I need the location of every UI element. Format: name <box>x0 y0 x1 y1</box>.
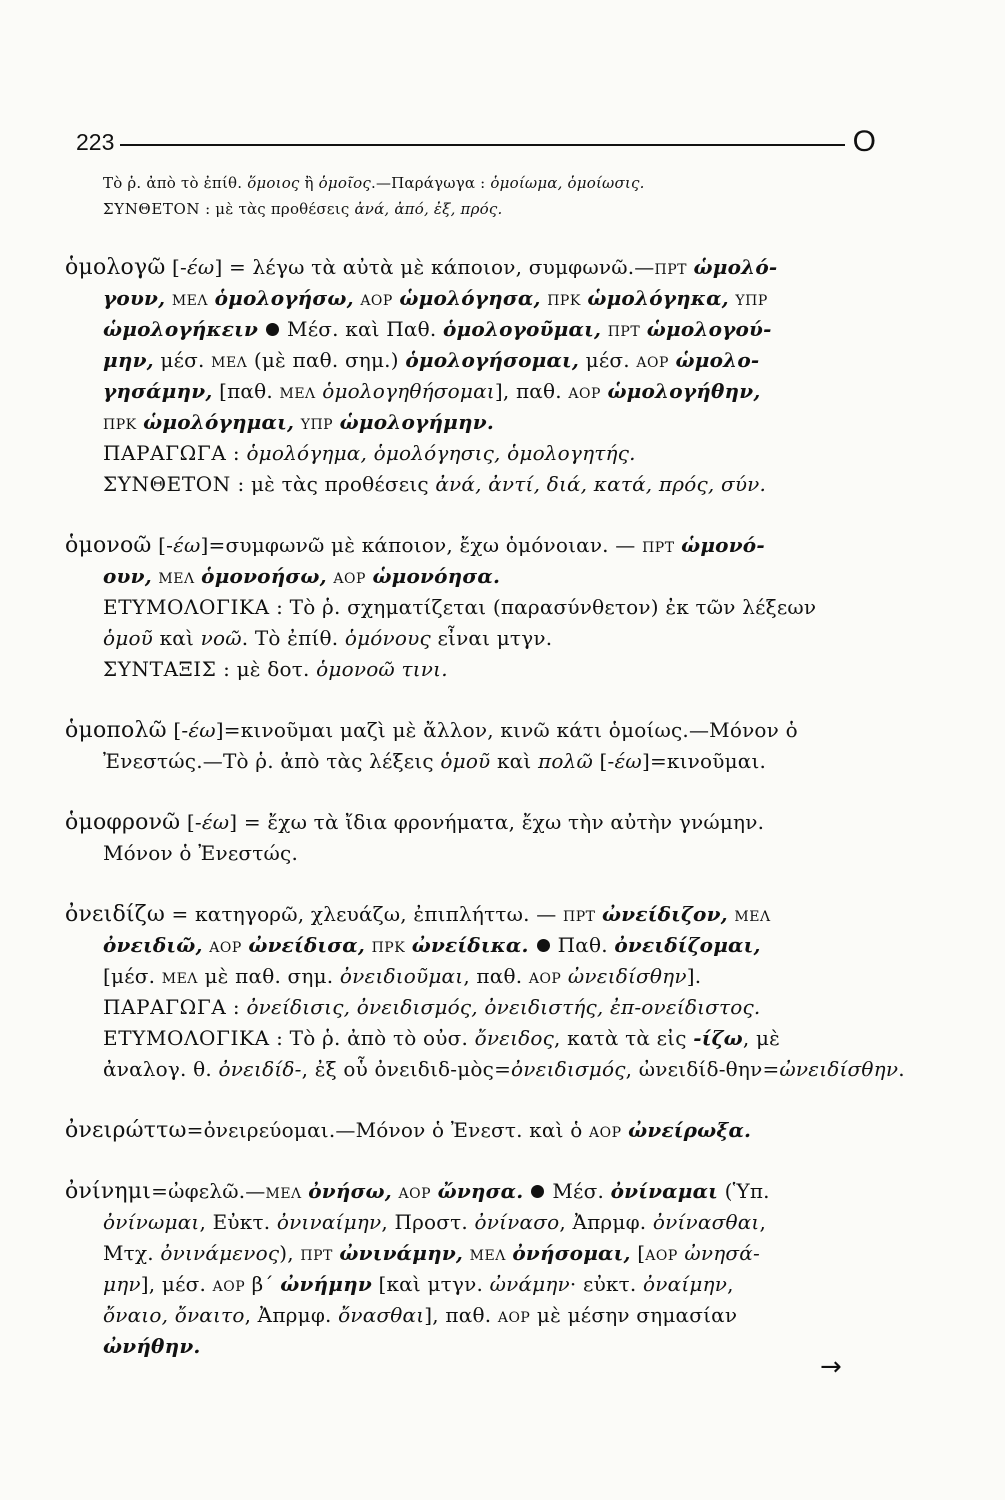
tense-abbreviation: ΜΕΛ <box>158 571 195 587</box>
text-run: ]=κινοῦμαι μαζὶ μὲ ἄλλον, κινῶ κάτι ὁμοίως.—Μόνον ὁ <box>215 718 798 742</box>
tense-abbreviation: ΑΟΡ <box>209 940 242 956</box>
continuation-arrow-icon: → <box>820 1352 842 1382</box>
italic-form: ὀνειδιοῦμαι <box>339 964 464 988</box>
text-run: : <box>226 995 247 1019</box>
inflected-form: ὡμονό- <box>681 533 765 557</box>
text-run: [- <box>151 533 174 557</box>
text-run: : Τὸ ῥ. ἀπὸ τὸ οὐσ. <box>269 1026 475 1050</box>
text-run: Παθ. <box>557 933 615 957</box>
text-run: [μέσ. <box>103 964 162 988</box>
inflected-form: ὀνήσομαι, <box>512 1241 631 1265</box>
italic-form: ὠνειδίσθην <box>779 1057 899 1081</box>
text-run: [- <box>165 255 187 279</box>
entry-line <box>103 746 868 777</box>
entry-line <box>103 623 868 654</box>
dictionary-entry <box>65 715 868 777</box>
entry-line <box>103 592 868 623</box>
inflected-form: -ίζω <box>693 1026 743 1050</box>
text-run: εἶναι μτγν. <box>430 626 553 650</box>
bullet-icon <box>531 1185 544 1198</box>
italic-form: ὀνιναίμην <box>276 1210 382 1234</box>
lemma: ὁμοπολῶ <box>65 718 167 743</box>
dictionary-entry <box>65 1115 868 1146</box>
dictionary-entries <box>65 170 905 1362</box>
inflected-form: ὀνειδίζομαι, <box>614 933 761 957</box>
text-run: , παθ. <box>463 964 529 988</box>
dictionary-entry <box>65 530 868 685</box>
italic-form: ὀνίνωμαι <box>103 1210 200 1234</box>
entry-line <box>103 838 868 869</box>
text-run: ] = ἔχω τὰ ἴδια φρονήματα, ἔχω τὴν αὐτὴν γνώμην. <box>229 810 765 834</box>
italic-form: έω <box>188 718 216 742</box>
section-label: ΠΑΡΑΓΩΓΑ <box>103 995 227 1019</box>
italic-form: ὁμολόγημα, ὁμολόγησις, ὁμολογητής. <box>246 441 636 465</box>
tense-abbreviation: ΑΟΡ <box>589 1125 622 1141</box>
section-label: ΣΥΝΘΕΤΟΝ <box>103 472 231 496</box>
italic-form: ὁμολογηθήσομαι <box>322 379 495 403</box>
text-run: [παθ. <box>212 379 280 403</box>
tense-abbreviation: ΑΟΡ <box>398 1186 432 1202</box>
dictionary-entry <box>65 899 905 1085</box>
page-number: 223 <box>76 128 115 155</box>
text-run: ] = λέγω τὰ αὐτὰ μὲ κάποιον, συμφωνῶ.— <box>214 255 655 279</box>
text-run: [- <box>592 749 615 773</box>
inflected-form: ὡμονόησα. <box>372 564 501 588</box>
tense-abbreviation: ΑΟΡ <box>636 355 669 371</box>
dictionary-entry <box>65 252 868 500</box>
lemma: ὁμονοῶ <box>65 533 152 558</box>
italic-form: ὅμοιος <box>247 174 300 192</box>
section-label: ΕΤΥΜΟΛΟΓΙΚΑ <box>103 595 270 619</box>
text-run: , ἐξ οὗ ὀνειδιδ-μὸς= <box>301 1057 512 1081</box>
italic-form: ὀνείδισις, ὀνειδισμός, ὀνειδιστής, ἐπ-ονείδιστος. <box>246 995 761 1019</box>
tense-abbreviation: ΑΟΡ <box>528 971 562 987</box>
italic-form: ἀνά, ἀντί, διά, κατά, πρός, σύν. <box>435 472 767 496</box>
section-letter: Ο <box>852 125 876 158</box>
entry-line <box>103 1269 868 1300</box>
entry-line <box>103 1054 905 1085</box>
text-run: =ὠφελῶ.— <box>151 1179 266 1203</box>
italic-form: μην <box>103 1272 141 1296</box>
tense-abbreviation: ΠΡΤ <box>563 909 596 925</box>
text-run: ], παθ. <box>494 379 569 403</box>
tense-abbreviation: ΑΟΡ <box>497 1310 531 1326</box>
inflected-form: ὁμολογήσω, <box>214 286 354 310</box>
tense-abbreviation: ΜΕΛ <box>279 386 316 402</box>
italic-form: ὠνάμην <box>489 1272 570 1296</box>
inflected-form: ὠνείρωξα. <box>628 1118 752 1142</box>
text-run: : μὲ τὰς προθέσεις <box>230 472 436 496</box>
italic-form: ὁμόνους <box>344 626 431 650</box>
bullet-icon <box>266 323 279 336</box>
tense-abbreviation: ΠΡΚ <box>103 417 137 433</box>
text-run: , <box>759 1210 767 1234</box>
tense-abbreviation: ΜΕΛ <box>734 909 771 925</box>
italic-form: πολῶ <box>537 749 593 773</box>
inflected-form: ὀνίναμαι <box>610 1179 719 1203</box>
text-run: [καὶ μτγν. <box>371 1272 490 1296</box>
italic-form: ὄναιο, ὄναιτο <box>103 1303 245 1327</box>
inflected-form: ὠνήμην <box>280 1272 372 1296</box>
italic-form: ὀνίνασθαι <box>652 1210 760 1234</box>
italic-form: ὄνασθαι <box>338 1303 425 1327</box>
text-run: =ὀνειρεύομαι.—Μόνον ὁ Ἐνεστ. καὶ ὁ <box>186 1118 590 1142</box>
text-run: = κατηγορῶ, χλευάζω, ἐπιπλήττω. — <box>164 902 563 926</box>
inflected-form: ὁμονοήσω, <box>201 564 327 588</box>
inflected-form: γουν, <box>103 286 166 310</box>
entry-line <box>103 654 868 685</box>
entry-line <box>103 170 868 196</box>
text-run: Μόνον ὁ Ἐνεστώς. <box>103 841 298 865</box>
entry-line <box>103 438 868 469</box>
text-run: [ <box>630 1241 646 1265</box>
text-run: · εὐκτ. <box>569 1272 644 1296</box>
entry-line <box>103 1331 868 1362</box>
italic-form: ὀνειδίδ- <box>218 1057 302 1081</box>
inflected-form: ὀνήσω, <box>308 1179 392 1203</box>
entry-line <box>103 930 868 961</box>
entry-line <box>103 992 868 1023</box>
text-run: ], μέσ. <box>140 1272 213 1296</box>
entry-line <box>103 407 868 438</box>
text-run: μὲ μέσην σημασίαν <box>530 1303 738 1327</box>
italic-form: ὀναίμην <box>643 1272 728 1296</box>
tense-abbreviation: ΠΡΤ <box>607 324 641 340</box>
tense-abbreviation: ΜΕΛ <box>161 971 198 987</box>
text-run: , κατὰ τὰ εἰς <box>554 1026 694 1050</box>
tense-abbreviation: ΑΟΡ <box>212 1279 246 1295</box>
inflected-form: ὀνειδιῶ, <box>103 933 203 957</box>
inflected-form: ὡμολογού- <box>646 317 772 341</box>
text-run: , <box>727 1272 734 1296</box>
italic-form: ὁμοῖος <box>318 174 371 192</box>
italic-form: ὀνίνασο <box>474 1210 560 1234</box>
entry-line <box>103 283 868 314</box>
text-run: .—Παράγωγα : <box>370 174 491 192</box>
italic-form: ὠνησά- <box>684 1241 760 1265</box>
entry-line <box>103 345 868 376</box>
text-run: , μὲ <box>742 1026 781 1050</box>
text-run: μὲ παθ. σημ. <box>197 964 340 988</box>
entry-line <box>103 1207 868 1238</box>
text-run: ἀναλογ. θ. <box>103 1057 219 1081</box>
italic-form: νοῶ <box>200 626 242 650</box>
inflected-form: ὁμολογήσομαι, <box>405 348 580 372</box>
entry-line <box>103 1300 868 1331</box>
inflected-form: ὡμολογήθην, <box>607 379 761 403</box>
italic-form: ὁμονοῶ τινι. <box>316 657 448 681</box>
entry-line <box>103 961 868 992</box>
dictionary-entry <box>65 1176 868 1362</box>
tense-abbreviation: ΜΕΛ <box>469 1248 506 1264</box>
text-run: : Τὸ ῥ. σχηματίζεται (παρασύνθετον) ἐκ τῶν λέξεων <box>269 595 817 619</box>
text-run: (Ὑπ. <box>718 1179 770 1203</box>
lemma: ὀνειδίζω <box>65 902 165 927</box>
entry-line <box>103 314 868 345</box>
italic-form: έω <box>187 255 215 279</box>
text-run: καὶ <box>490 749 538 773</box>
tense-abbreviation: ΠΡΤ <box>654 262 687 278</box>
inflected-form: γησάμην, <box>103 379 213 403</box>
text-run: , Εὐκτ. <box>199 1210 277 1234</box>
tense-abbreviation: ΑΟΡ <box>568 386 601 402</box>
bullet-icon <box>537 939 550 952</box>
entry-headline <box>65 1115 868 1146</box>
inflected-form: ὡμολόγημαι, <box>143 410 295 434</box>
section-label: ΕΤΥΜΟΛΟΓΙΚΑ <box>103 1026 270 1050</box>
text-run: ἢ <box>299 174 319 192</box>
tense-abbreviation: ΜΕΛ <box>211 355 248 371</box>
tense-abbreviation: ΑΟΡ <box>360 293 393 309</box>
entry-line <box>103 376 868 407</box>
inflected-form: ὡμολογήμην. <box>339 410 495 434</box>
inflected-form: ὁμολογοῦμαι, <box>442 317 602 341</box>
lemma: ὁμοφρονῶ <box>65 810 181 835</box>
entry-headline <box>65 252 868 283</box>
italic-form: ὀνινάμενος <box>160 1241 280 1265</box>
entry-line <box>103 196 868 222</box>
italic-form: ὄνειδος <box>474 1026 555 1050</box>
inflected-form: ὠνινάμην, <box>339 1241 464 1265</box>
tense-abbreviation: ΠΡΤ <box>300 1248 333 1264</box>
text-run: . <box>898 1057 905 1081</box>
inflected-form: ουν, <box>103 564 152 588</box>
dictionary-entry <box>65 807 868 869</box>
text-run: β΄ <box>245 1272 281 1296</box>
text-run: : μὲ τὰς προθέσεις <box>200 200 355 218</box>
italic-form: έω <box>614 749 642 773</box>
text-run: [- <box>180 810 202 834</box>
text-run: Ἐνεστώς.—Τὸ ῥ. ἀπὸ τὰς λέξεις <box>103 749 441 773</box>
tense-abbreviation: ΠΡΚ <box>371 940 406 956</box>
inflected-form: ὠνείδισα, <box>248 933 366 957</box>
text-run: ), <box>279 1241 301 1265</box>
text-run: Μέσ. <box>552 1179 611 1203</box>
text-run: ]. <box>686 964 702 988</box>
section-label: ΠΑΡΑΓΩΓΑ <box>103 441 227 465</box>
entry-line <box>103 561 868 592</box>
lemma: ὁμολογῶ <box>65 255 166 280</box>
inflected-form: ὡμολόγησα, <box>399 286 541 310</box>
entry-headline <box>65 899 868 930</box>
tense-abbreviation: ΥΠΡ <box>300 417 334 433</box>
entry-headline <box>65 530 868 561</box>
text-run: , ὠνειδίδ-θην= <box>625 1057 780 1081</box>
header-rule <box>120 144 844 146</box>
page-header <box>76 122 876 162</box>
italic-form: ἀνά, ἀπό, ἐξ, πρός. <box>354 200 503 218</box>
text-run: [- <box>166 718 189 742</box>
entry-headline <box>65 1176 868 1207</box>
text-run: , Προστ. <box>381 1210 475 1234</box>
entry-line <box>103 469 868 500</box>
tense-abbreviation: ΜΕΛ <box>171 293 208 309</box>
text-run: , Ἀπρμφ. <box>559 1210 653 1234</box>
text-run: : <box>226 441 247 465</box>
text-run: Μτχ. <box>103 1241 161 1265</box>
section-label: ΣΥΝΘΕΤΟΝ <box>103 200 201 218</box>
inflected-form: ὤνησα. <box>437 1179 524 1203</box>
inflected-form: ὠνήθην. <box>103 1334 201 1358</box>
italic-form: ὀνειδισμός <box>511 1057 626 1081</box>
italic-form: έω <box>173 533 201 557</box>
text-run: Μέσ. καὶ Παθ. <box>287 317 443 341</box>
italic-form: ὠνειδίσθην <box>567 964 687 988</box>
italic-form: έω <box>201 810 230 834</box>
inflected-form: μην, <box>103 348 154 372</box>
entry-headline <box>65 807 868 838</box>
text-run: : μὲ δοτ. <box>216 657 317 681</box>
italic-form: ὁμοῦ <box>103 626 154 650</box>
inflected-form: ὡμολόγηκα, <box>587 286 729 310</box>
inflected-form: ὠνείδικα. <box>411 933 529 957</box>
text-run: ], παθ. <box>424 1303 498 1327</box>
text-run: . Τὸ ἐπίθ. <box>241 626 345 650</box>
tense-abbreviation: ΥΠΡ <box>735 293 768 309</box>
tense-abbreviation: ΑΟΡ <box>333 571 366 587</box>
text-run: καὶ <box>153 626 201 650</box>
text-run: μέσ. <box>579 348 637 372</box>
entry-line <box>103 1023 868 1054</box>
text-run: ]=συμφωνῶ μὲ κάποιον, ἔχω ὁμόνοιαν. — <box>200 533 643 557</box>
tense-abbreviation: ΑΟΡ <box>645 1248 678 1264</box>
inflected-form: ὠνείδιζον, <box>602 902 728 926</box>
italic-form: ὁμοῦ <box>440 749 491 773</box>
section-label: ΣΥΝΤΑΞΙΣ <box>103 657 217 681</box>
tense-abbreviation: ΠΡΤ <box>642 540 675 556</box>
entry-headline <box>65 715 868 746</box>
italic-form: ὁμοίωμα, ὁμοίωσις. <box>490 174 645 192</box>
text-run: Τὸ ῥ. ἀπὸ τὸ ἐπίθ. <box>103 174 248 192</box>
lemma: ὀνειρώττω <box>65 1118 187 1143</box>
inflected-form: ὡμολογήκειν <box>103 317 259 341</box>
inflected-form: ὡμολο- <box>675 348 760 372</box>
text-run: , Ἀπρμφ. <box>244 1303 339 1327</box>
text-run: ]=κινοῦμαι. <box>641 749 767 773</box>
text-run: μέσ. <box>153 348 212 372</box>
dictionary-entry <box>103 170 868 222</box>
tense-abbreviation: ΠΡΚ <box>547 293 581 309</box>
text-run: (μὲ παθ. σημ.) <box>247 348 406 372</box>
tense-abbreviation: ΜΕΛ <box>265 1186 302 1202</box>
lemma: ὀνίνημι <box>65 1179 152 1204</box>
entry-line <box>103 1238 868 1269</box>
inflected-form: ὡμολό- <box>693 255 778 279</box>
